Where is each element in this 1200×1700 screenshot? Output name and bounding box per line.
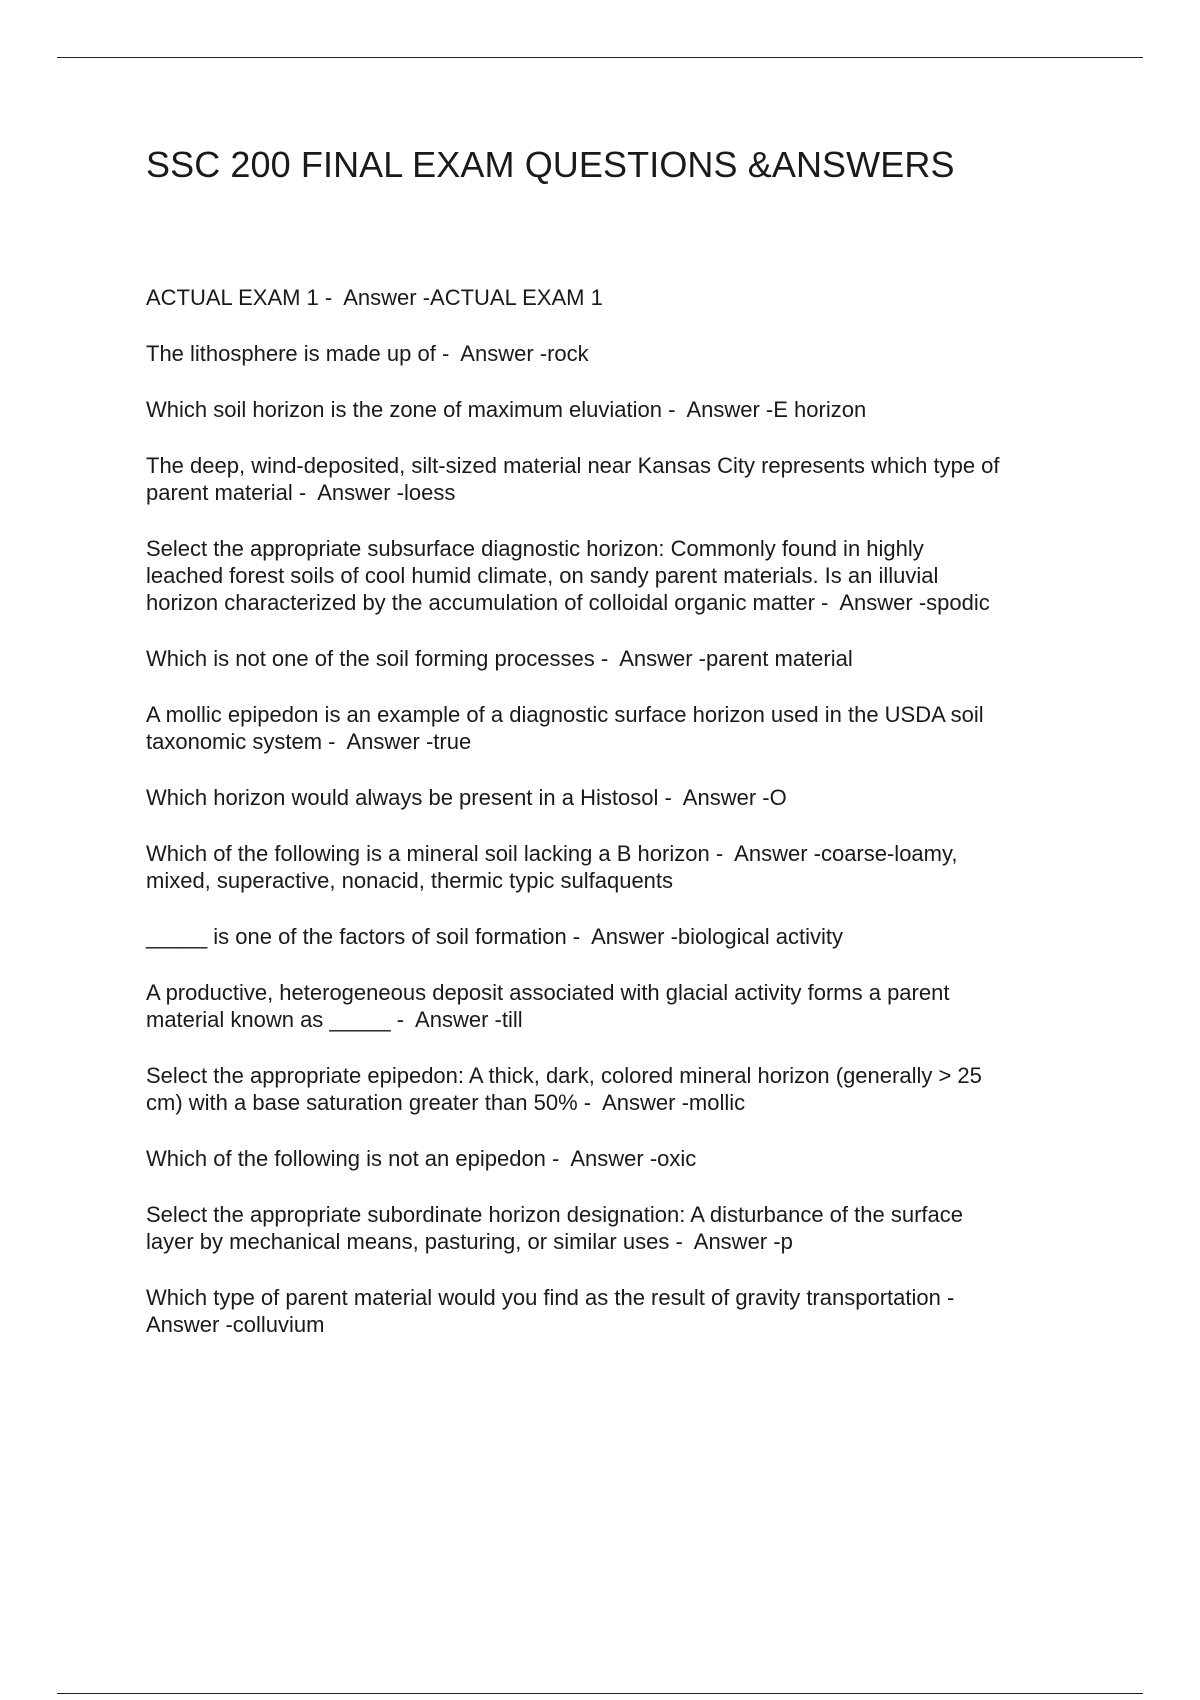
qa-item: Select the appropriate epipedon: A thick, dark, colored mineral horizon (generally > 25 cm) with a base saturation greater than 50% - Answer -mollic — [146, 1063, 982, 1115]
qa-item: Which horizon would always be present in a Histosol - Answer -O — [146, 785, 787, 810]
qa-item: Which is not one of the soil forming processes - Answer -parent material — [146, 646, 853, 671]
qa-list — [146, 284, 1096, 1367]
qa-item: Which type of parent material would you find as the result of gravity transportation - Answer -colluvium — [146, 1285, 955, 1337]
qa-item: Select the appropriate subordinate horizon designation: A disturbance of the surface layer by mechanical means, pasturing, or similar uses - Answer -p — [146, 1202, 963, 1254]
qa-item: Which of the following is a mineral soil lacking a B horizon - Answer -coarse-loamy, mixed, superactive, nonacid, thermic typic sulfaquents — [146, 841, 958, 893]
bottom-rule — [57, 1693, 1143, 1694]
qa-item: _____ is one of the factors of soil formation - Answer -biological activity — [146, 924, 844, 949]
qa-item: Select the appropriate subsurface diagnostic horizon: Commonly found in highly leached forest soils of cool humid climate, on sandy parent materials. Is an illuvial horizon characterized by the accumulation of colloidal organic matter - Answer -spodic — [146, 536, 990, 615]
top-rule — [57, 57, 1143, 58]
qa-item: The deep, wind-deposited, silt-sized material near Kansas City represents which type of parent material - Answer -loess — [146, 453, 1000, 505]
qa-item: A mollic epipedon is an example of a diagnostic surface horizon used in the USDA soil taxonomic system - Answer -true — [146, 702, 984, 754]
document-title: SSC 200 FINAL EXAM QUESTIONS &ANSWERS — [146, 144, 955, 185]
qa-item: A productive, heterogeneous deposit associated with glacial activity forms a parent material known as _____ - Answer -till — [146, 980, 950, 1032]
qa-item: ACTUAL EXAM 1 - Answer -ACTUAL EXAM 1 — [146, 285, 603, 310]
qa-item: Which of the following is not an epipedon - Answer -oxic — [146, 1146, 697, 1171]
qa-item: The lithosphere is made up of - Answer -rock — [146, 341, 589, 366]
qa-item: Which soil horizon is the zone of maximum eluviation - Answer -E horizon — [146, 397, 867, 422]
